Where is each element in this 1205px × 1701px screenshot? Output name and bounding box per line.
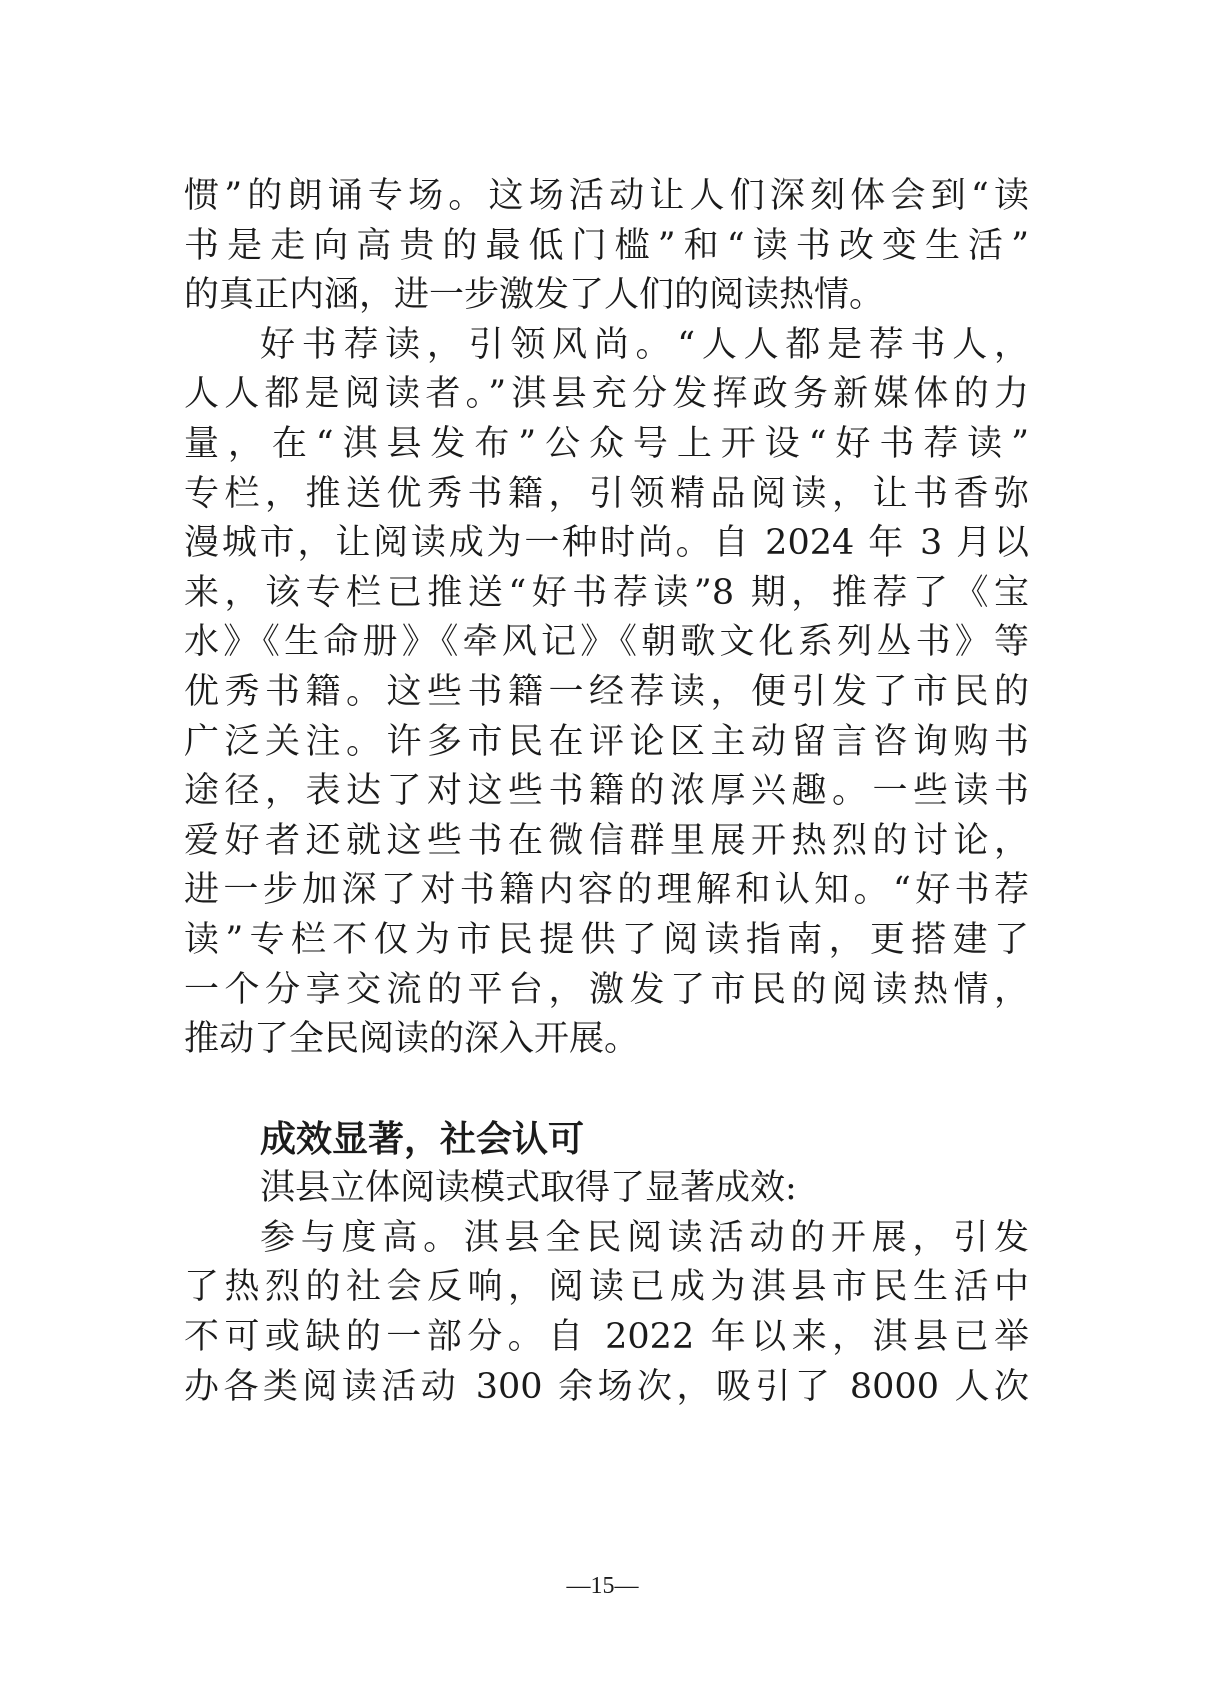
paragraph-line: 参与度高。淇县全民阅读活动的开展，引发 xyxy=(260,1217,1029,1258)
paragraph-line: 专栏，推送优秀书籍，引领精品阅读，让书香弥 xyxy=(184,473,1029,514)
paragraph-line: 推动了全民阅读的深入开展。 xyxy=(184,1019,640,1060)
paragraph-line: 进一步加深了对书籍内容的理解和认知。“好书荐 xyxy=(184,870,1029,911)
paragraph-line: 途径，表达了对这些书籍的浓厚兴趣。一些读书 xyxy=(184,771,1029,812)
paragraph-line: 办各类阅读活动 300 余场次，吸引了 8000 人次 xyxy=(184,1366,1029,1407)
paragraph-line: 一个分享交流的平台，激发了市民的阅读热情， xyxy=(184,969,1029,1010)
section-heading: 成效显著，社会认可 xyxy=(260,1118,585,1160)
paragraph-line: 漫城市，让阅读成为一种时尚。自 2024 年 3 月以 xyxy=(184,523,1029,564)
paragraph-line: 惯”的朗诵专场。这场活动让人们深刻体会到“读 xyxy=(184,176,1029,216)
paragraph-line: 读”专栏不仅为市民提供了阅读指南，更搭建了 xyxy=(184,919,1029,960)
paragraph-line: 爱好者还就这些书在微信群里展开热烈的讨论， xyxy=(184,820,1029,861)
paragraph-line: 量，在“淇县发布”公众号上开设“好书荐读” xyxy=(184,423,1029,464)
paragraph-line: 不可或缺的一部分。自 2022 年以来，淇县已举 xyxy=(184,1317,1029,1358)
page-number: —15— xyxy=(566,1573,639,1599)
paragraph-line: 人人都是阅读者。”淇县充分发挥政务新媒体的力 xyxy=(184,374,1029,415)
section-intro: 淇县立体阅读模式取得了显著成效: xyxy=(260,1168,797,1209)
article-body xyxy=(184,172,1029,1412)
paragraph-line: 了热烈的社会反响，阅读已成为淇县市民生活中 xyxy=(184,1267,1029,1308)
paragraph-line: 好书荐读，引领风尚。“人人都是荐书人， xyxy=(260,324,1029,365)
paragraph-line: 来，该专栏已推送“好书荐读”8 期，推荐了《宝 xyxy=(184,572,1029,613)
paragraph-line: 优秀书籍。这些书籍一经荐读，便引发了市民的 xyxy=(184,671,1029,712)
paragraph-line: 的真正内涵，进一步激发了人们的阅读热情。 xyxy=(184,275,885,316)
section-spacer xyxy=(184,1065,1029,1115)
paragraph-line: 广泛关注。许多市民在评论区主动留言咨询购书 xyxy=(184,721,1029,762)
paragraph-line: 书是走向高贵的最低门槛”和“读书改变生活” xyxy=(184,225,1029,266)
paragraph-line: 水》《生命册》《牵风记》《朝歌文化系列丛书》等 xyxy=(184,622,1029,663)
